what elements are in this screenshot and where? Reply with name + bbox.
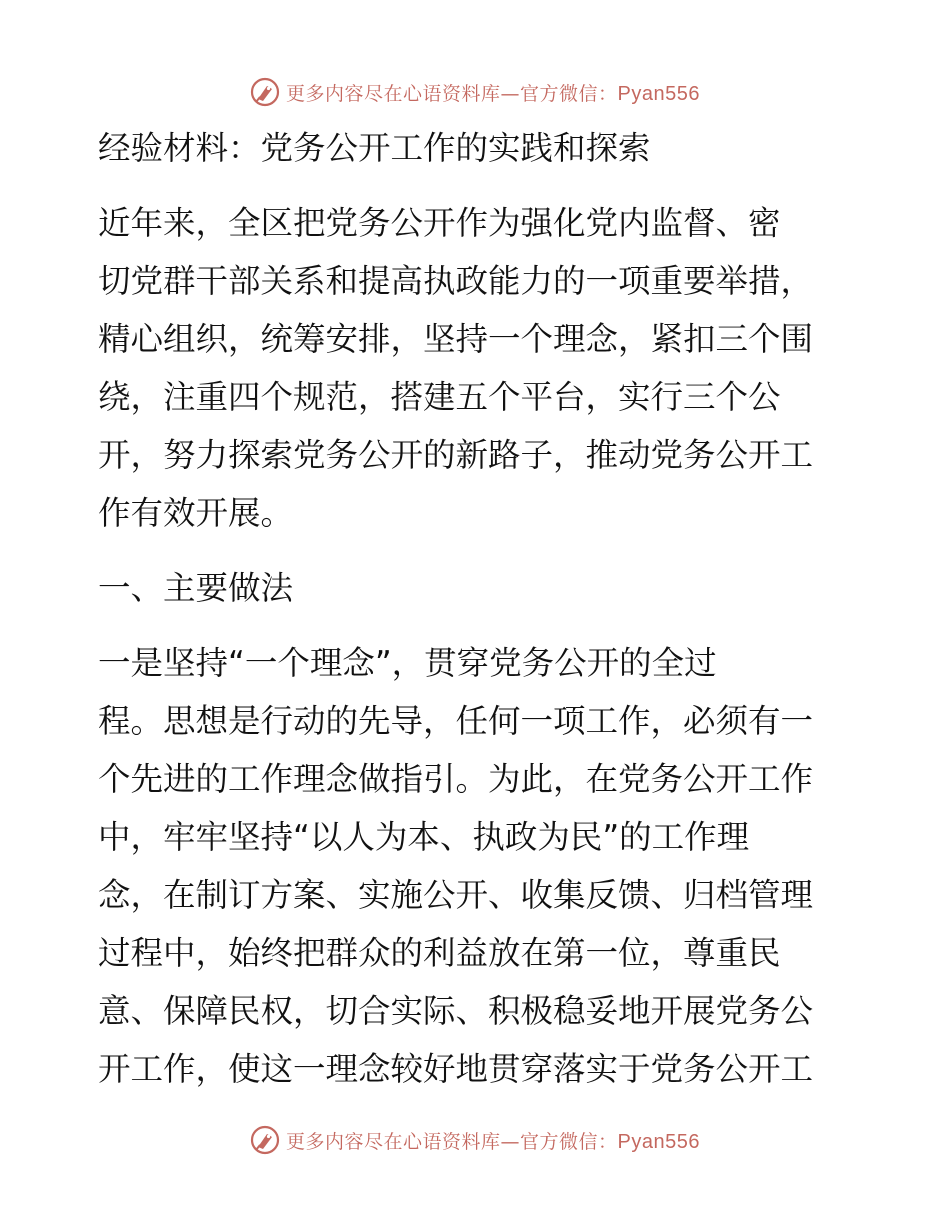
text-line: 精心组织，统筹安排，坚持一个理念，紧扣三个围 bbox=[98, 320, 814, 358]
text-line: 念，在制订方案、实施公开、收集反馈、归档管理 bbox=[98, 876, 814, 914]
header-watermark bbox=[0, 72, 950, 112]
section-heading: 一、主要做法 bbox=[98, 569, 294, 607]
document-title: 经验材料：党务公开工作的实践和探索 bbox=[98, 129, 651, 167]
watermark-text: 更多内容尽在心语资料库—官方微信：Pyan556 bbox=[286, 1130, 700, 1153]
text-line: 绕，注重四个规范，搭建五个平台，实行三个公 bbox=[98, 378, 781, 416]
text-line: 个先进的工作理念做指引。为此，在党务公开工作 bbox=[98, 760, 814, 798]
text-line: 开，努力探索党务公开的新路子，推动党务公开工 bbox=[98, 436, 814, 474]
pen-nib-icon bbox=[250, 1125, 280, 1155]
text-line: 程。思想是行动的先导，任何一项工作，必须有一 bbox=[98, 702, 814, 740]
text-line: 过程中，始终把群众的利益放在第一位，尊重民 bbox=[98, 934, 781, 972]
pen-nib-icon bbox=[250, 77, 280, 107]
text-line: 开工作，使这一理念较好地贯穿落实于党务公开工 bbox=[98, 1050, 814, 1088]
text-line: 作有效开展。 bbox=[98, 494, 294, 532]
text-line: 近年来，全区把党务公开作为强化党内监督、密 bbox=[98, 204, 781, 242]
text-line: 一是坚持“一个理念”，贯穿党务公开的全过 bbox=[98, 644, 717, 682]
footer-watermark bbox=[0, 1120, 950, 1160]
text-line: 切党群干部关系和提高执政能力的一项重要举措， bbox=[98, 262, 814, 300]
watermark-text: 更多内容尽在心语资料库—官方微信：Pyan556 bbox=[286, 82, 700, 105]
text-line: 意、保障民权，切合实际、积极稳妥地开展党务公 bbox=[98, 992, 814, 1030]
text-line: 中，牢牢坚持“以人为本、执政为民”的工作理 bbox=[98, 818, 750, 856]
